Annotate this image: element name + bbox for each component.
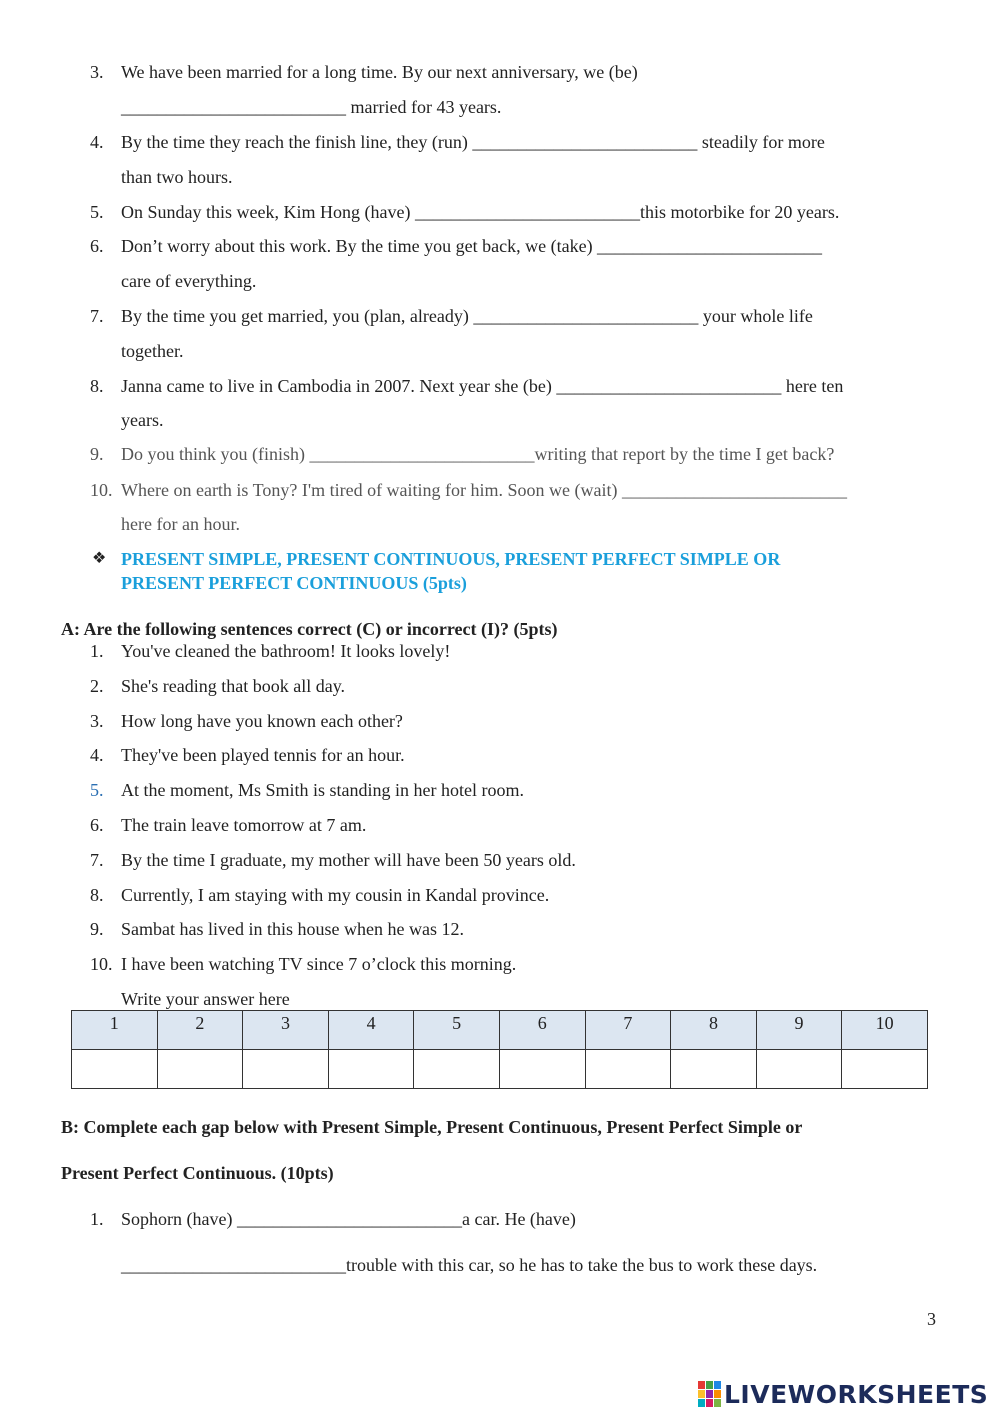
answer-header-cell: 10 xyxy=(842,1011,928,1050)
item-number: 7. xyxy=(90,850,104,870)
answer-prompt: Write your answer here xyxy=(121,989,290,1009)
item-number: 3. xyxy=(90,62,104,82)
item-text: By the time they reach the finish line, they (run) _________________________ steadily for more xyxy=(121,132,825,152)
item-text: Sophorn (have) _________________________a car. He (have) xyxy=(121,1209,576,1229)
item-text: years. xyxy=(121,410,164,430)
item-text: They've been played tennis for an hour. xyxy=(121,745,405,765)
answer-cell-6[interactable] xyxy=(499,1050,585,1089)
section-heading-line1: PRESENT SIMPLE, PRESENT CONTINUOUS, PRESENT PERFECT SIMPLE OR xyxy=(121,549,781,569)
diamond-bullet-icon: ❖ xyxy=(92,550,107,567)
item-text: _________________________trouble with this car, so he has to take the bus to work these days. xyxy=(121,1255,818,1275)
item-text: On Sunday this week, Kim Hong (have) _________________________this motorbike for 20 years. xyxy=(121,202,840,222)
item-number: 9. xyxy=(90,919,104,939)
item-text: here for an hour. xyxy=(121,514,240,534)
answer-header-cell: 6 xyxy=(499,1011,585,1050)
item-text: By the time I graduate, my mother will have been 50 years old. xyxy=(121,850,576,870)
item-text: I have been watching TV since 7 o’clock this morning. xyxy=(121,954,517,974)
item-text: Sambat has lived in this house when he was 12. xyxy=(121,919,464,939)
answer-cell-8[interactable] xyxy=(671,1050,757,1089)
answer-header-cell: 2 xyxy=(157,1011,243,1050)
item-number: 6. xyxy=(90,236,104,256)
item-text: together. xyxy=(121,341,184,361)
item-number: 2. xyxy=(90,676,104,696)
answer-header-cell: 7 xyxy=(585,1011,671,1050)
answer-table-row xyxy=(72,1050,928,1089)
logo-grid-icon xyxy=(698,1381,721,1407)
page-number: 3 xyxy=(927,1309,936,1329)
answer-cell-7[interactable] xyxy=(585,1050,671,1089)
item-text: The train leave tomorrow at 7 am. xyxy=(121,815,367,835)
answer-cell-10[interactable] xyxy=(842,1050,928,1089)
item-number: 10. xyxy=(90,954,113,974)
item-number: 5. xyxy=(90,202,104,222)
answer-cell-9[interactable] xyxy=(756,1050,842,1089)
item-number: 4. xyxy=(90,132,104,152)
answer-table-header xyxy=(72,1011,928,1050)
item-text: Janna came to live in Cambodia in 2007. Next year she (be) _________________________ here ten xyxy=(121,376,844,396)
item-text: Don’t worry about this work. By the time you get back, we (take) _________________________ xyxy=(121,236,823,256)
answer-header-cell: 9 xyxy=(756,1011,842,1050)
answer-cell-2[interactable] xyxy=(157,1050,243,1089)
answer-header-cell: 5 xyxy=(414,1011,500,1050)
item-text: How long have you known each other? xyxy=(121,711,403,731)
item-number: 9. xyxy=(90,444,104,464)
item-number: 4. xyxy=(90,745,104,765)
item-number: 8. xyxy=(90,376,104,396)
item-text: At the moment, Ms Smith is standing in her hotel room. xyxy=(121,780,524,800)
part-a-title: A: Are the following sentences correct (C) or incorrect (I)? (5pts) xyxy=(61,619,558,639)
logo-text: LIVEWORKSHEETS xyxy=(724,1379,989,1409)
answer-cell-3[interactable] xyxy=(243,1050,329,1089)
item-text: By the time you get married, you (plan, already) _________________________ your whole life xyxy=(121,306,813,326)
answer-header-cell: 8 xyxy=(671,1011,757,1050)
item-text: _________________________ married for 43 years. xyxy=(121,97,502,117)
item-text: Do you think you (finish) _________________________writing that report by the time I get back? xyxy=(121,444,835,464)
item-number: 1. xyxy=(90,1209,104,1229)
answer-cell-4[interactable] xyxy=(328,1050,414,1089)
item-number: 3. xyxy=(90,711,104,731)
part-b-title-line2: Present Perfect Continuous. (10pts) xyxy=(61,1163,334,1183)
answer-header-cell: 1 xyxy=(72,1011,158,1050)
item-text: than two hours. xyxy=(121,167,233,187)
item-text: We have been married for a long time. By our next anniversary, we (be) xyxy=(121,62,638,82)
part-b-title-line1: B: Complete each gap below with Present Simple, Present Continuous, Present Perfect Simple or xyxy=(61,1117,803,1137)
answer-cell-1[interactable] xyxy=(72,1050,158,1089)
item-number: 8. xyxy=(90,885,104,905)
answer-header-cell: 4 xyxy=(328,1011,414,1050)
item-number: 7. xyxy=(90,306,104,326)
section-heading-line2: PRESENT PERFECT CONTINUOUS (5pts) xyxy=(121,573,467,593)
item-text: Where on earth is Tony? I'm tired of waiting for him. Soon we (wait) _________________________ xyxy=(121,480,848,500)
answer-table xyxy=(71,1010,928,1089)
answer-cell-5[interactable] xyxy=(414,1050,500,1089)
item-number: 10. xyxy=(90,480,113,500)
item-text: She's reading that book all day. xyxy=(121,676,346,696)
answer-header-cell: 3 xyxy=(243,1011,329,1050)
liveworksheets-logo xyxy=(698,1380,988,1408)
item-number: 1. xyxy=(90,641,104,661)
item-text: Currently, I am staying with my cousin in Kandal province. xyxy=(121,885,550,905)
item-text: You've cleaned the bathroom! It looks lovely! xyxy=(121,641,451,661)
item-text: care of everything. xyxy=(121,271,257,291)
item-number: 6. xyxy=(90,815,104,835)
item-number: 5. xyxy=(90,780,104,800)
